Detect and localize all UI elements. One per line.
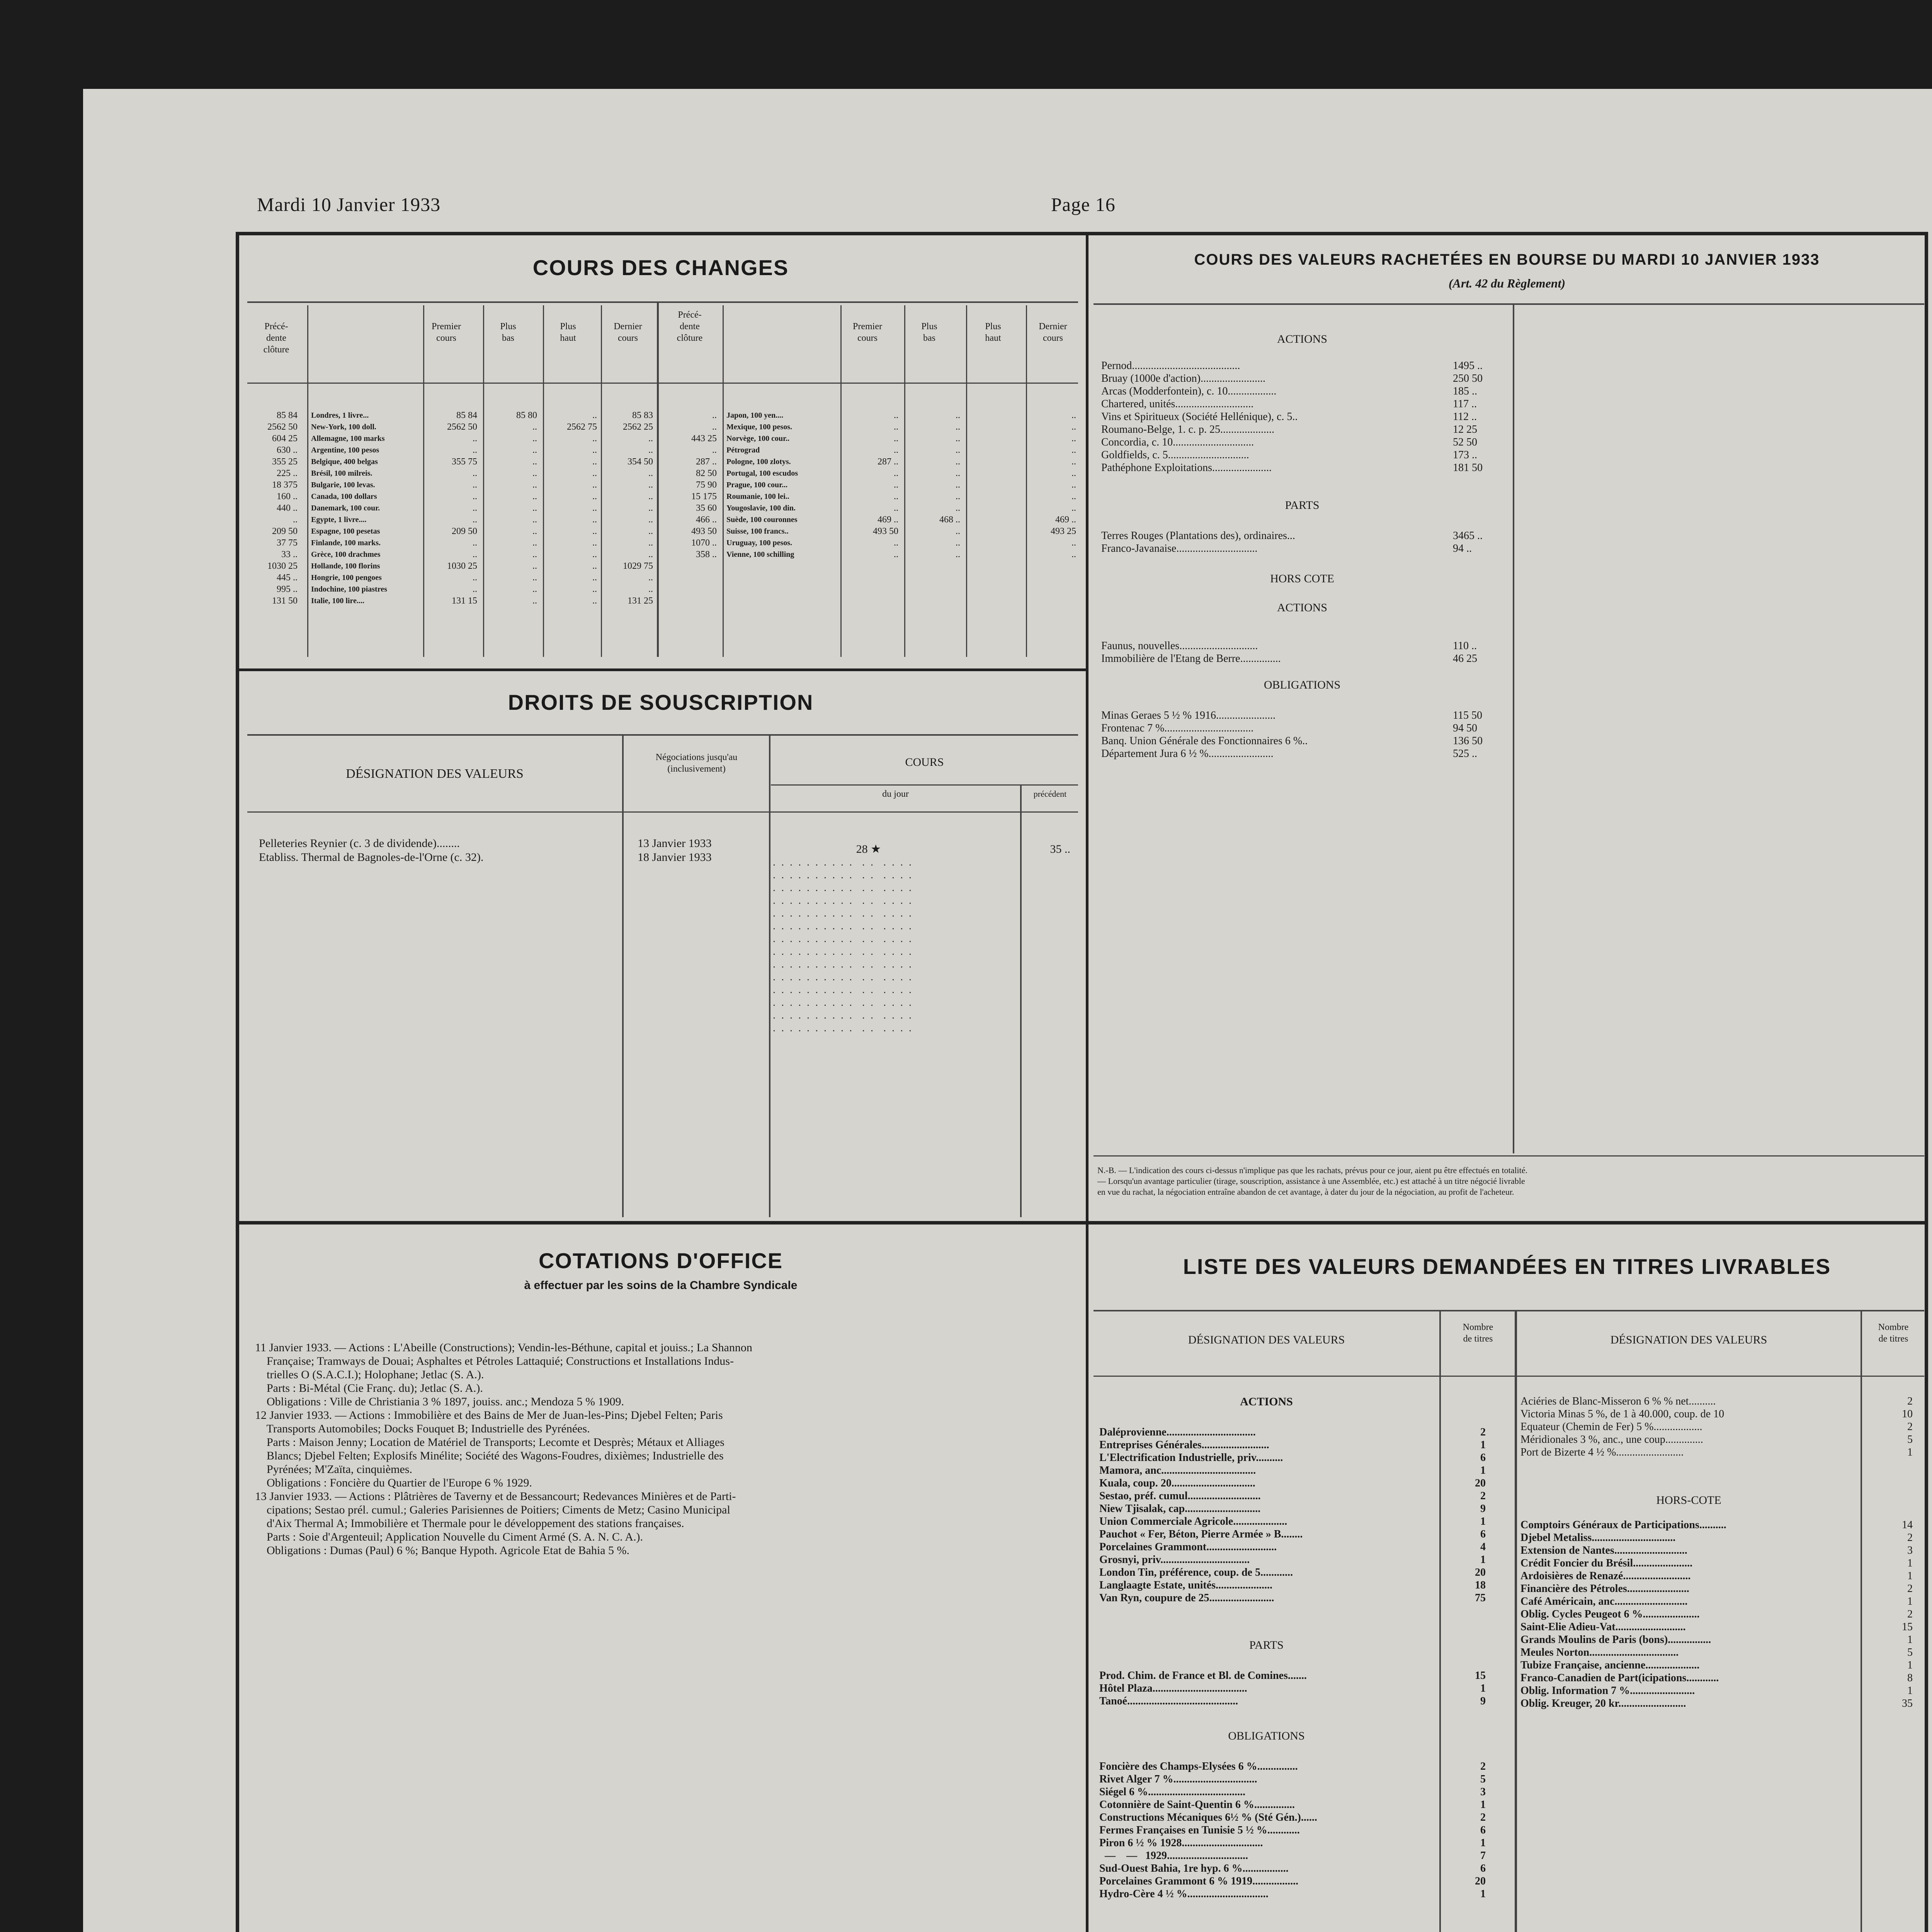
rule xyxy=(483,305,484,657)
changes-right-prev-values: .. .. 443 25 .. 287 .. 82 50 75 90 15 175 35 60 466 .. 493 50 1070 .. 358 .. xyxy=(691,410,717,560)
rule xyxy=(601,305,602,657)
rachetees-parts-label: PARTS xyxy=(1285,499,1320,512)
rule xyxy=(1439,1310,1441,1932)
rachetees-parts-values: 3465 .. 94 .. xyxy=(1453,530,1483,554)
rachetees-hc-names: Faunus, nouvelles............................. Immobilière de l'Etang de Berre............... xyxy=(1101,640,1281,665)
liste-actions-names: Daléprovienne................................. Entreprises Générales......................... L'Electrification Industrielle, priv.......... Mamora, anc................................... Kuala, coup. 20............................... Sestao, préf. cumul........................... Niew Tjisalak, cap............................ Union Commerciale Agricole.................... Pauchot « Fer, Béton, Pierre Armée » B........ Porcelaines Grammont.......................... Grosnyi, priv................................. London Tin, préférence, coup. de 5............ Langlaagte Estate, unités..................... Van Ryn, coupure de 25........................ xyxy=(1099,1426,1303,1604)
changes-right-names: Japon, 100 yen.... Mexique, 100 pesos. Norvège, 100 cour.. Pétrograd Pologne, 100 zlotys. Portugal, 100 escudos Prague, 100 cour... Roumanie, 100 lei.. Yougoslavie, 100 din. Suède, 100 couronnes Suisse, 100 francs.. Uruguay, 100 pesos. Vienne, 100 schilling xyxy=(726,411,798,559)
liste-right-names: Aciéries de Blanc-Misseron 6 % % net.......... Victoria Minas 5 %, de 1 à 40.000, coup. de 10 Equateur (Chemin de Fer) 5 %.................. Méridionales 3 %, anc., une coup.............. Port de Bizerte 4 ½ %......................... xyxy=(1520,1395,1725,1458)
rachetees-oblig-values: 115 50 94 50 136 50 525 .. xyxy=(1453,709,1483,760)
changes-left-low-values: 85 80 .. .. .. .. .. .. .. .. .. .. .. .. .. .. .. .. xyxy=(516,410,537,606)
liste-actions-label: ACTIONS xyxy=(1240,1395,1293,1408)
rule xyxy=(1020,784,1022,1217)
rule xyxy=(840,305,842,657)
souscription-du-jour-header: du jour xyxy=(882,789,909,799)
changes-right-high-header: Plus haut xyxy=(985,321,1001,343)
souscription-negociations-header: Négociations jusqu'au (inclusivement) xyxy=(655,752,738,774)
changes-right-low-header: Plus bas xyxy=(921,321,937,343)
col-divider-top xyxy=(1086,232,1088,1225)
rachetees-oblig-label: OBLIGATIONS xyxy=(1264,679,1341,691)
rule xyxy=(307,305,308,657)
rachetees-note: N.-B. — L'indication des cours ci-dessus n'implique pas que les rachats, prévus pour ce jour, aient pu être effectués en totalité. — Lorsqu'un avantage particulier (tirage, souscription, assistance à une Assemblée, etc.) est attaché à un titre négocié livrable en vue du rachat, la négociation entraîne abandon de cet avantage, à dater du jour de la négociation, au profit de l'acheteur. xyxy=(1097,1165,1528,1197)
rachetees-subtitle: (Art. 42 du Règlement) xyxy=(1448,276,1566,290)
souscription-du-jour-value: 28 ★ xyxy=(856,843,881,855)
souscription-designation-header: DÉSIGNATION DES VALEURS xyxy=(346,767,524,781)
changes-left-names: Londres, 1 livre... New-York, 100 doll. Allemagne, 100 marks Argentine, 100 pesos Belgique, 400 belgas Brésil, 100 milreis. Bulgarie, 100 levas. Canada, 100 dollars Danemark, 100 cour. Egypte, 1 livre.... Espagne, 100 pesetas Finlande, 100 marks. Grèce, 100 drachmes Hollande, 100 florins Hongrie, 100 pengoes Indochine, 100 piastres Italie, 100 lire.... xyxy=(311,411,387,605)
souscription-dotted-fill: . . . . . . . . . . . . . . . . . . . . . . . . . . . . . . . . . . . . . . . . . . . . . . . . . . . . . . . . . . . . . . . . . . . . . . . . . . . . . . . . . . . . . . . . . . . . . . . . . . . . . . . . . . . . . . . . . . . . . . . . . . . . . . . . . . . . . . . . . . . . . . . . . . . . . . . . . . . . . . . . . . . . . . . . . . . . . . . . . . . . . . . . . . . . . . . . . . . . . . . . . . . . . . . . . . . . . . . . . . . . . . . . xyxy=(773,856,913,1034)
changes-left-low-header: Plus bas xyxy=(500,321,516,343)
souscription-header-rule xyxy=(247,734,1078,736)
souscription-dates: 13 Janvier 1933 18 Janvier 1933 xyxy=(638,837,712,864)
changes-title: COURS DES CHANGES xyxy=(532,255,789,280)
souscription-rows: Pelleteries Reynier (c. 3 de dividende)........ Etabliss. Thermal de Bagnoles-de-l'Orne (c. 32). xyxy=(259,837,484,864)
rule xyxy=(771,784,1078,786)
rachetees-hors-cote-label: HORS COTE xyxy=(1270,572,1334,585)
rule xyxy=(622,734,624,1217)
cotations-subtitle: à effectuer par les soins de la Chambre Syndicale xyxy=(524,1279,798,1292)
liste-designation-header-right: DÉSIGNATION DES VALEURS xyxy=(1610,1333,1767,1346)
liste-hc-values: 14 2 3 1 1 2 1 2 15 1 5 1 8 1 35 xyxy=(1902,1519,1913,1709)
changes-col-rule xyxy=(247,383,1078,384)
rule xyxy=(543,305,544,657)
rachetees-nb-rule xyxy=(1094,1155,1924,1156)
rule xyxy=(904,305,905,657)
liste-hors-cote-label: HORS-COTE xyxy=(1656,1494,1721,1507)
liste-nombre-header-left: Nombre de titres xyxy=(1463,1322,1493,1344)
rachetees-oblig-names: Minas Geraes 5 ½ % 1916...................... Frontenac 7 %................................. Banq. Union Générale des Fonctionnaires 6 %.. Département Jura 6 ½ %........................ xyxy=(1101,709,1308,760)
liste-parts-label: PARTS xyxy=(1249,1639,1284,1651)
cotations-body: 11 Janvier 1933. — Actions : L'Abeille (Constructions); Vendin-les-Béthune, capital et jouiss.; La Shannon Française; Tramways de Douai; Asphaltes et Pétroles Lattaquié; Constructions et Installations Indus- trielles O (S.A.C.I.); Holophane; Jetlac (S. A.). Parts : Bi-Métal (Cie Franç. du); Jetlac (S. A.). Obligations : Ville de Christiania 3 % 1897, jouiss. anc.; Mendoza 5 % 1909. 12 Janvier 1933. — Actions : Immobilière et des Bains de Mer de Juan-les-Pins; Djebel Felten; Paris Transports Automobiles; Docks Fouquet B; Industrielle des Pyrénées. Parts : Maison Jenny; Location de Matériel de Transports; Lecomte et Desprès; Métaux et Alliages Blancs; Djebel Felten; Explosifs Minélite; Société des Wagons-Foudres, dixièmes; Industrielle des Pyrénées; M'Zaïta, cinquièmes. Obligations : Foncière du Quartier de l'Europe 6 % 1929. 13 Janvier 1933. — Actions : Plâtrières de Taverny et de Bessancourt; Redevances Minières et de Parti- cipations; Sestao prél. cumul.; Galeries Parisiennes de Poitiers; Ciments de Metz; Casino Municipal d'Aix Thermal A; Immobilière et Thermale pour le développement des stations françaises. Parts : Soie d'Argenteuil; Application Nouvelle du Ciment Armé (S. A. N. C. A.). Obligations : Dumas (Paul) 6 %; Banque Hypoth. Agricole Etat de Bahia 5 %. xyxy=(255,1341,752,1557)
liste-right-values: 2 10 2 5 1 xyxy=(1902,1395,1913,1458)
changes-right-prev-header: Précé- dente clôture xyxy=(677,310,703,343)
rule xyxy=(769,734,770,1217)
liste-oblig-values: 2 5 3 1 2 6 1 7 6 20 1 xyxy=(1475,1760,1486,1900)
changes-left-high-values: .. 2562 75 .. .. .. .. .. .. .. .. .. .. .. .. .. .. .. xyxy=(567,410,597,606)
rachetees-actions-label: ACTIONS xyxy=(1277,333,1327,345)
changes-bottom-rule xyxy=(236,668,1086,671)
changes-right-low-values: .. .. .. .. .. .. .. .. .. 468 .. .. .. .. xyxy=(939,410,960,560)
rachetees-title: COURS DES VALEURS RACHETÉES EN BOURSE DU MARDI 10 JANVIER 1933 xyxy=(1194,251,1820,268)
changes-left-prev-header: Précé- dente clôture xyxy=(263,321,289,355)
rule xyxy=(1515,1310,1517,1932)
souscription-cours-header: COURS xyxy=(905,756,944,769)
changes-right-last-values: .. .. .. .. .. .. .. .. .. 469 .. 493 25 .. .. xyxy=(1051,410,1076,560)
rule xyxy=(723,305,724,657)
souscription-precedent-value: 35 .. xyxy=(1050,843,1070,855)
rachetees-actions-names: Pernod........................................ Bruay (1000e d'action)........................ Arcas (Modderfontein), c. 10.................. Chartered, unités............................. Vins et Spiritueux (Société Hellénique), c. 5.. Roumano-Belge, 1. c. p. 25.................... Concordia, c. 10.............................. Goldfields, c. 5.............................. Pathéphone Exploitations...................... xyxy=(1101,360,1298,474)
liste-designation-header-left: DÉSIGNATION DES VALEURS xyxy=(1188,1333,1345,1346)
liste-oblig-names: Foncière des Champs-Elysées 6 %............... Rivet Alger 7 %............................... Siégel 6 %.................................... Cotonnière de Saint-Quentin 6 %............... Constructions Mécaniques 6½ % (Sté Gén.)...... Fermes Françaises en Tunisie 5 ½ %............ Piron 6 ½ % 1928.............................. — — 1929.............................. Sud-Ouest Bahia, 1re hyp. 6 %................. Porcelaines Grammont 6 % 1919................. Hydro-Cère 4 ½ %.............................. xyxy=(1099,1760,1317,1900)
souscription-precedent-header: précédent xyxy=(1033,789,1067,799)
rachetees-header-rule xyxy=(1094,303,1924,305)
rachetees-hc-values: 110 .. 46 25 xyxy=(1453,640,1477,665)
rachetees-parts-names: Terres Rouges (Plantations des), ordinaires... Franco-Javanaise.............................. xyxy=(1101,530,1295,554)
page-date: Mardi 10 Janvier 1933 xyxy=(257,194,441,215)
liste-col-rule xyxy=(1094,1376,1924,1377)
changes-left-first-values: 85 84 2562 50 .. .. 355 75 .. .. .. .. .. 209 50 .. .. 1030 25 .. .. 131 15 xyxy=(447,410,477,606)
rachetees-actions-values: 1495 .. 250 50 185 .. 117 .. 112 .. 12 25 52 50 173 .. 181 50 xyxy=(1453,360,1483,474)
rule xyxy=(1861,1310,1862,1932)
changes-header-rule xyxy=(247,301,1078,303)
souscription-col-rule xyxy=(247,811,1078,813)
col-divider-mid xyxy=(1086,1221,1088,1932)
changes-right-first-header: Premier cours xyxy=(853,321,882,343)
souscription-title: DROITS DE SOUSCRIPTION xyxy=(508,690,814,714)
cotations-title: COTATIONS D'OFFICE xyxy=(538,1248,783,1273)
rule xyxy=(966,305,967,657)
changes-left-last-header: Dernier cours xyxy=(614,321,642,343)
liste-title: LISTE DES VALEURS DEMANDÉES EN TITRES LIVRABLES xyxy=(1183,1254,1831,1279)
liste-actions-values: 2 1 6 1 20 2 9 1 6 4 1 20 18 75 xyxy=(1475,1426,1486,1604)
changes-left-prev-values: 85 84 2562 50 604 25 630 .. 355 25 225 .. 18 375 160 .. 440 .. .. 209 50 37 75 33 .. 1030 25 445 .. 995 .. 131 50 xyxy=(267,410,298,606)
rule xyxy=(423,305,424,657)
changes-center-divider xyxy=(657,301,659,657)
changes-right-last-header: Dernier cours xyxy=(1039,321,1067,343)
rachetees-hc-actions-label: ACTIONS xyxy=(1277,601,1327,614)
changes-left-high-header: Plus haut xyxy=(560,321,576,343)
liste-oblig-label: OBLIGATIONS xyxy=(1228,1730,1305,1742)
changes-right-first-values: .. .. .. .. 287 .. .. .. .. .. 469 .. 493 50 .. .. xyxy=(873,410,898,560)
changes-left-first-header: Premier cours xyxy=(432,321,461,343)
page-number: Page 16 xyxy=(1051,194,1116,215)
liste-hc-names: Comptoirs Généraux de Participations.......... Djebel Metaliss............................... Extension de Nantes........................... Crédit Foncier du Brésil...................... Ardoisières de Renazé......................... Financière des Pétroles....................... Café Américain, anc........................... Oblig. Cycles Peugeot 6 %..................... Saint-Elie Adieu-Vat.......................... Grands Moulins de Paris (bons)................ Meules Norton................................. Tubize Française, ancienne.................... Franco-Canadien de Part(icipations............ Oblig. Information 7 %........................ Oblig. Kreuger, 20 kr......................... xyxy=(1520,1519,1726,1709)
liste-parts-names: Prod. Chim. de France et Bl. de Comines....... Hôtel Plaza................................... Tanoé......................................... xyxy=(1099,1670,1307,1707)
row-divider-1 xyxy=(236,1221,1928,1225)
rule xyxy=(1026,305,1027,657)
liste-parts-values: 15 1 9 xyxy=(1475,1670,1486,1707)
liste-nombre-header-right: Nombre de titres xyxy=(1878,1322,1909,1344)
rachetees-split xyxy=(1513,303,1514,1153)
liste-header-rule xyxy=(1094,1310,1924,1311)
changes-left-last-values: 85 83 2562 25 .. .. 354 50 .. .. .. .. .. .. .. .. 1029 75 .. .. 131 25 xyxy=(623,410,653,606)
